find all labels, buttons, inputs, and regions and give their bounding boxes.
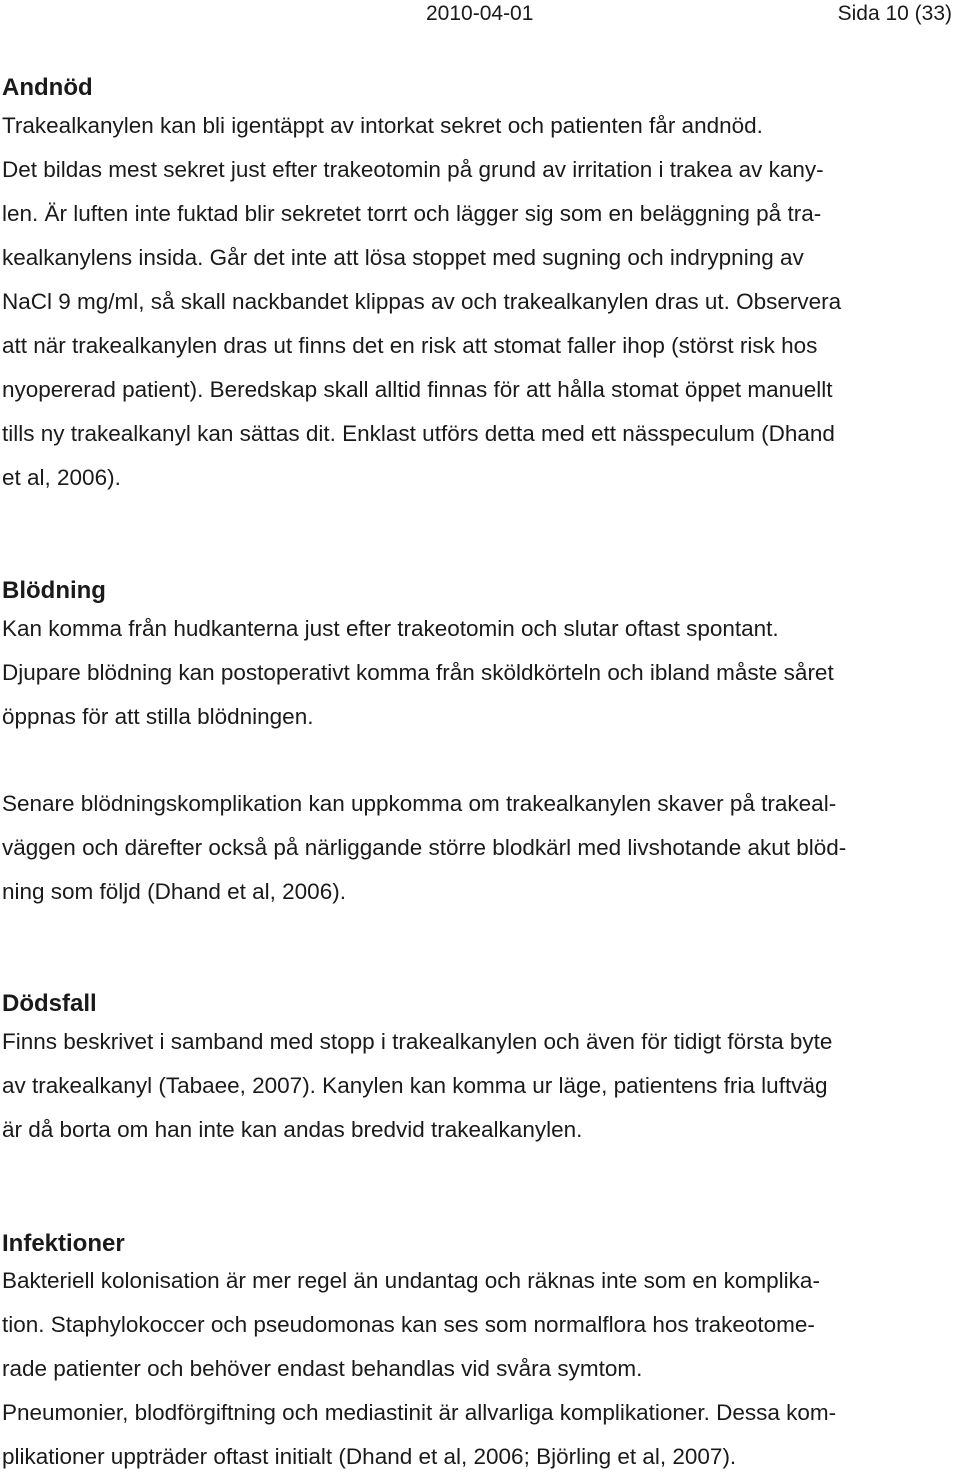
paragraph-line: Kan komma från hudkanterna just efter trakeotomin och slutar oftast spontant. [2,616,779,641]
header-page-number: Sida 10 (33) [837,2,952,25]
paragraph-line: tills ny trakealkanyl kan sättas dit. Enklast utförs detta med ett nässpeculum (Dhand [2,421,835,446]
paragraph-line: Senare blödningskomplikation kan uppkomma om trakealkanylen skaver på trakeal- [2,791,837,816]
heading-andnod: Andnöd [2,74,93,101]
paragraph-line: Djupare blödning kan postoperativt komma från sköldkörteln och ibland måste såret [2,660,834,685]
paragraph-line: plikationer uppträder oftast initialt (Dhand et al, 2006; Björling et al, 2007). [2,1444,737,1469]
heading-blodning: Blödning [2,577,106,604]
page-header [0,0,960,30]
heading-infektioner: Infektioner [2,1230,125,1257]
paragraph-line: Bakteriell kolonisation är mer regel än undantag och räknas inte som en komplika- [2,1268,820,1293]
paragraph-line: len. Är luften inte fuktad blir sekretet torrt och lägger sig som en beläggning på tra- [2,201,822,226]
paragraph-line: nyopererad patient). Beredskap skall alltid finnas för att hålla stomat öppet manuellt [2,377,833,402]
paragraph-line: et al, 2006). [2,465,121,490]
paragraph-line: öppnas för att stilla blödningen. [2,704,314,729]
paragraph-line: tion. Staphylokoccer och pseudomonas kan ses som normalflora hos trakeotome- [2,1312,815,1337]
paragraph-line: rade patienter och behöver endast behandlas vid svåra symtom. [2,1356,643,1381]
header-date: 2010-04-01 [426,2,534,25]
paragraph-line: NaCl 9 mg/ml, så skall nackbandet klippas av och trakealkanylen dras ut. Observera [2,289,842,314]
paragraph-line: väggen och därefter också på närliggande större blodkärl med livshotande akut blöd- [2,835,847,860]
paragraph-line: ning som följd (Dhand et al, 2006). [2,879,346,904]
paragraph-line: kealkanylens insida. Går det inte att lösa stoppet med sugning och indrypning av [2,245,804,270]
paragraph-line: är då borta om han inte kan andas bredvid trakealkanylen. [2,1117,583,1142]
paragraph-line: Pneumonier, blodförgiftning och mediastinit är allvarliga komplikationer. Dessa kom- [2,1400,837,1425]
paragraph-line: Det bildas mest sekret just efter trakeotomin på grund av irritation i trakea av kany- [2,157,824,182]
paragraph-line: Finns beskrivet i samband med stopp i trakealkanylen och även för tidigt första byte [2,1029,833,1054]
heading-dodsfall: Dödsfall [2,990,97,1017]
paragraph-line: att när trakealkanylen dras ut finns det en risk att stomat faller ihop (störst risk hos [2,333,818,358]
paragraph-line: av trakealkanyl (Tabaee, 2007). Kanylen kan komma ur läge, patientens fria luftväg [2,1073,828,1098]
paragraph-line: Trakealkanylen kan bli igentäppt av intorkat sekret och patienten får andnöd. [2,113,763,138]
